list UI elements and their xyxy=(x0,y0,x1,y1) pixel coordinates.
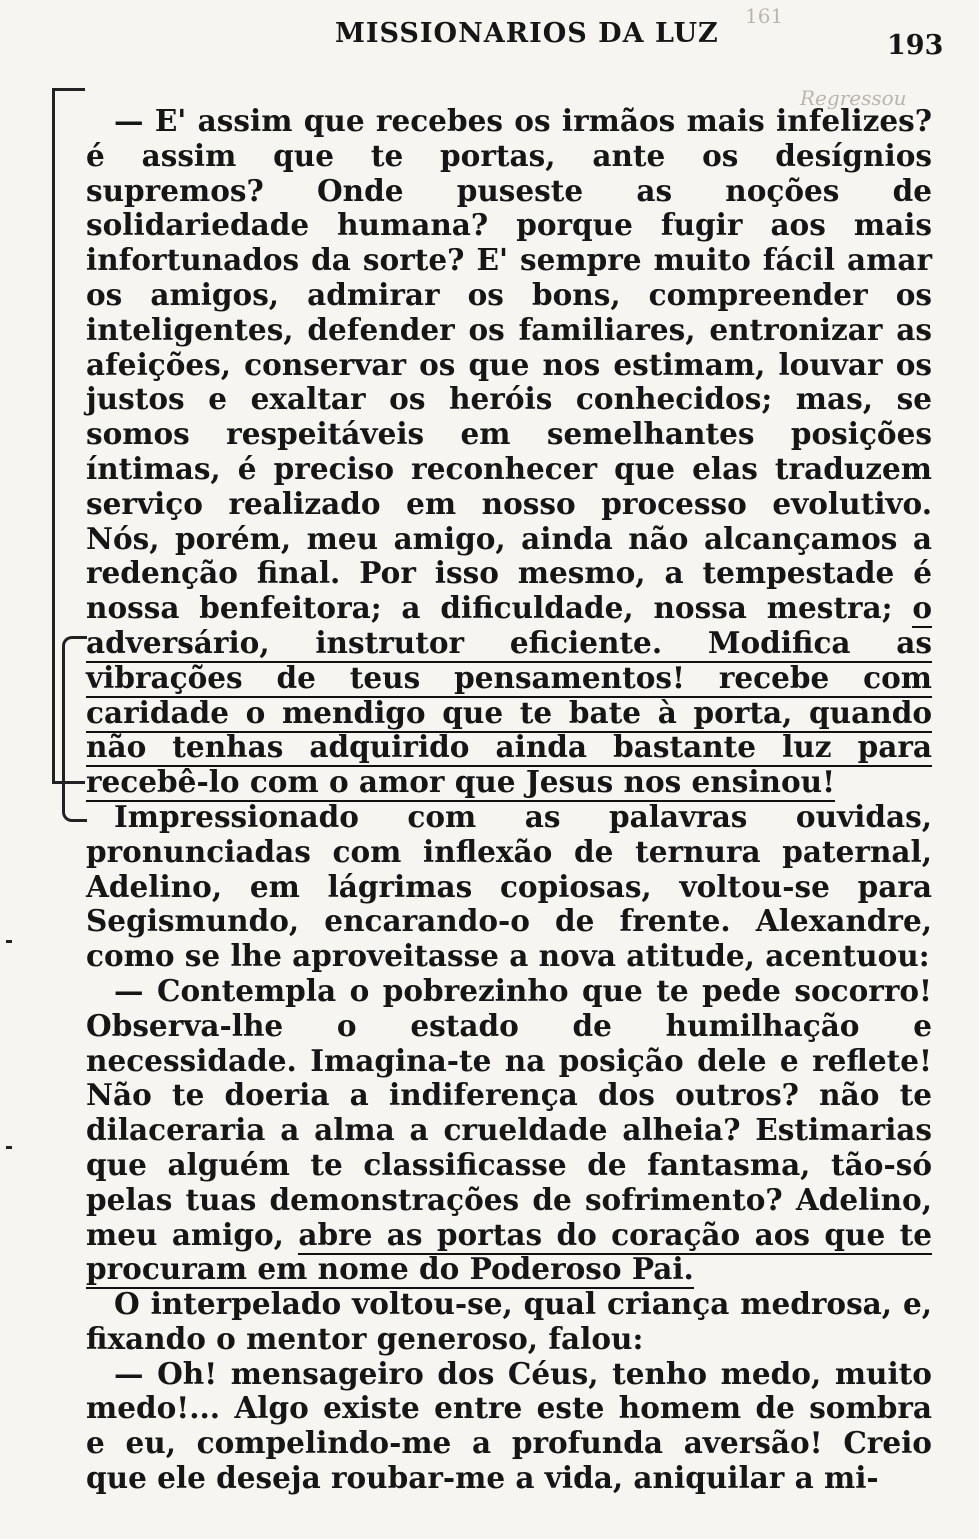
page-number: 193 xyxy=(887,30,944,61)
text-segment: O interpelado voltou-se, qual criança medrosa, e, fixando o mentor generoso, falou: xyxy=(86,1286,932,1356)
running-head: MISSIONARIOS DA LUZ xyxy=(335,18,719,49)
margin-tick-mark xyxy=(6,940,12,943)
bleed-through-word: Regressou xyxy=(800,86,907,110)
paragraph-p3 xyxy=(86,974,932,1287)
text-segment: — E' assim que recebes os irmãos mais infelizes? é assim que te portas, ante os desígnios supremos? Onde puseste as noções de solidariedade humana? porque fugir aos mais infortunados da sorte? E' sempre muito fácil amar os amigos, admirar os bons, compreender os inteligentes, defender os familiares, entronizar as afeições, conservar os que nos estimam, louvar os justos e exaltar os heróis conhecidos; mas, se somos respeitáveis em semelhantes posições íntimas, é preciso reconhecer que elas traduzem serviço realizado em nosso processo evolutivo. Nós, porém, meu amigo, ainda não alcançamos a redenção final. Por isso mesmo, a tempestade é nossa benfeitora; a dificuldade, nossa mestra; xyxy=(86,103,932,626)
text-segment: — Contempla o pobrezinho que te pede socorro! Observa-lhe o estado de humilhação e necessidade. Imagina-te na posição dele e reflete! Não te doeria a indiferença dos outros? não te dilaceraria a alma a crueldade alheia? Estimarias que alguém te classificasse de fantasma, tão-só pelas tuas demonstrações de sofrimento? Adelino, meu amigo, xyxy=(86,972,932,1252)
paragraph-p1 xyxy=(86,104,932,800)
paragraph-p5 xyxy=(86,1357,932,1496)
paragraph-p2 xyxy=(86,800,932,974)
body-text xyxy=(86,104,932,1496)
underlined-passage: abre as portas do coração aos que te procuram em nome do Poderoso Pai. xyxy=(86,1217,932,1290)
margin-brace-mark xyxy=(62,636,87,822)
margin-tick-mark xyxy=(6,1146,12,1149)
paragraph-p4 xyxy=(86,1287,932,1357)
bleed-through-number: 161 xyxy=(745,4,784,28)
underlined-passage: o adversário, instrutor eficiente. Modifica as vibrações de teus pensamentos! recebe com caridade o mendigo que te bate à porta, quando não tenhas adquirido ainda bastante luz para recebê-lo com o amor que Jesus nos ensinou! xyxy=(86,590,932,802)
text-segment: Impressionado com as palavras ouvidas, pronunciadas com inflexão de ternura paternal, Adelino, em lágrimas copiosas, voltou-se para Segismundo, encarando-o de frente. Alexandre, como se lhe aproveitasse a nova atitude, acentuou: xyxy=(86,798,932,974)
text-segment: — Oh! mensageiro dos Céus, tenho medo, muito medo!... Algo existe entre este homem de sombra e eu, compelindo-me a profunda aversão! Creio que ele deseja roubar-me a vida, aniquilar a mi- xyxy=(86,1355,932,1496)
